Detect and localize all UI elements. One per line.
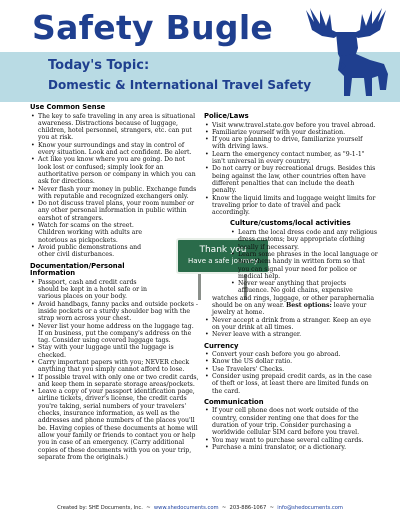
list-item: • Never leave with a stranger.: [212, 331, 378, 338]
right-column: [204, 113, 378, 451]
footer-website-link[interactable]: www.shedocuments.com: [153, 505, 219, 511]
documentation-list-narrow: [30, 279, 200, 301]
common-sense-list: [30, 113, 200, 222]
list-item: • Know the liquid limits and luggage weight limits for traveling prior to date of travel and pack accordingly.: [212, 195, 378, 217]
list-item: • Never wear anything that projects affluence. No gold chains, expensive: [238, 280, 378, 295]
list-item: • Learn the emergency contact number, as "9-1-1" isn't universal in every country.: [212, 151, 378, 166]
documentation-heading-line2: Information: [30, 269, 76, 278]
moose-icon: [300, 4, 392, 108]
sign-line2: Have a safe journey: [188, 257, 258, 265]
currency-list: [204, 351, 378, 395]
list-item: • Avoid handbags, fanny packs and outside pockets - inside pockets or a sturdy shoulder bag with the strap worn across your chest.: [38, 301, 200, 323]
culture-section: [204, 220, 378, 294]
communication-heading: Communication: [204, 397, 264, 406]
list-item: • Know your surroundings and stay in control of every situation. Look and act confident. Be alert.: [38, 142, 200, 157]
sign-post-left: [198, 274, 201, 300]
list-item: • If you are planning to drive, familiarize yourself with driving laws.: [212, 136, 378, 151]
footer-email-link[interactable]: info@shedocuments.com: [277, 505, 343, 511]
list-item: • Use Travelers' Checks.: [212, 366, 378, 373]
topic-label: Today's Topic:: [48, 58, 150, 73]
list-item: • Know the US dollar ratio.: [212, 358, 378, 365]
documentation-list: [30, 301, 200, 462]
list-item: • Never accept a drink from a stranger. Keep an eye on your drink at all times.: [212, 317, 378, 332]
list-item: • Watch for scams on the street. Children working with adults are notorious as pickpockets.: [38, 222, 148, 244]
list-item: • Visit www.travel.state.gov before you travel abroad.: [212, 122, 378, 129]
header: [0, 0, 400, 110]
topic-title: Domestic & International Travel Safety: [48, 78, 312, 92]
list-item: • Learn the local dress code and any religious dress customs; buy appropriate clothing locally if necessary.: [238, 229, 378, 251]
police-laws-list: [204, 122, 378, 217]
list-item: • Never flash your money in public. Exchange funds with reputable and recognized exchangers only.: [38, 186, 200, 201]
currency-heading: Currency: [204, 341, 239, 350]
communication-list: [204, 407, 378, 451]
culture-heading: Culture/customs/local activities: [230, 219, 351, 228]
list-item: • Do not carry or buy recreational drugs. Besides this being against the law, other countries often have different penalties that can include the death penalty.: [212, 165, 378, 194]
footer-phone: 203-886-1067: [229, 505, 267, 511]
newsletter-title: Safety Bugle: [32, 8, 274, 47]
sign-line1: Thank you: [199, 245, 247, 255]
best-options-label: Best options:: [286, 302, 332, 310]
list-item: • Learn some phrases in the local language or have them handy in written form so that you can signal your need for police or medical help.: [238, 251, 378, 280]
list-item: • Carry important papers with you; NEVER check anything that you simply cannot afford to lose.: [38, 359, 200, 374]
culture-list: [204, 317, 378, 339]
list-item: • Do not discuss travel plans, your room number or any other personal information in public within earshot of strangers.: [38, 200, 200, 222]
footer-created-by: Created by: SHE Documents, Inc.: [57, 505, 143, 511]
list-item: • Leave a copy of your passport identification page, airline tickets, driver's license, the credit cards you're taking, serial numbers of your travelers' checks, insurance information, as well as the addresses and phone numbers of the places you'll be. Having copies of these documents at home will allow your family or friends to contact you or help you in case of an emergency. (Carry additional copies of these documents with you on your trip, separate from the originals.): [38, 388, 200, 461]
never-wear-rest: watches and rings, luggage, or other paraphernalia should be on any wear.: [212, 294, 375, 310]
list-item: • Convert your cash before you go abroad.: [212, 351, 378, 358]
list-item: • Familiarize yourself with your destination.: [212, 129, 378, 136]
list-item: • Passport, cash and credit cards should be kept in a hotel safe or in various places on your body.: [38, 279, 148, 301]
footer: Created by: SHE Documents, Inc. ~ www.shedocuments.com ~ 203-886-1067 ~ info@shedocuments.com: [57, 505, 343, 511]
police-laws-heading: Police/Laws: [204, 112, 249, 120]
list-item: • Purchase a mini translator, or a dictionary.: [212, 444, 378, 451]
left-column: [30, 104, 200, 461]
documentation-heading: [30, 263, 200, 278]
list-item: • Avoid public demonstrations and other civil disturbances.: [38, 244, 148, 259]
common-sense-list-narrow: [30, 222, 200, 258]
list-item: • The key to safe traveling in any area is situational awareness. Distractions because of luggage, children, hotel personnel, strangers, etc. can put you at risk.: [38, 113, 200, 142]
best-options-text: leave your jewelry at home.: [212, 302, 367, 317]
common-sense-heading: Use Common Sense: [30, 103, 106, 111]
documentation-heading-line1: Documentation/Personal: [30, 261, 125, 270]
list-item: • Never list your home address on the luggage tag. If on business, put the company's address on the tag. Consider using covered luggage tags.: [38, 323, 200, 345]
list-item: • Consider using prepaid credit cards, as in the case of theft or loss, at least there are limited funds on the card.: [212, 373, 378, 395]
culture-never-wear-continued: [212, 295, 378, 317]
culture-list-narrow: [204, 229, 378, 295]
list-item: • Stay with your luggage until the luggage is checked.: [38, 344, 200, 359]
list-item: • If your cell phone does not work outside of the country, consider renting one that does for the duration of your trip. Consider purchasing a worldwide cellular SIM card before you travel.: [212, 407, 378, 436]
list-item: • Act like you know where you are going. Do not look lost or confused; simply look for an authoritative person or company in which you can ask for directions.: [38, 156, 200, 185]
list-item: • You may want to purchase several calling cards.: [212, 437, 378, 444]
list-item: • If possible travel with only one or two credit cards, and keep them in separate storage areas/pockets.: [38, 374, 200, 389]
